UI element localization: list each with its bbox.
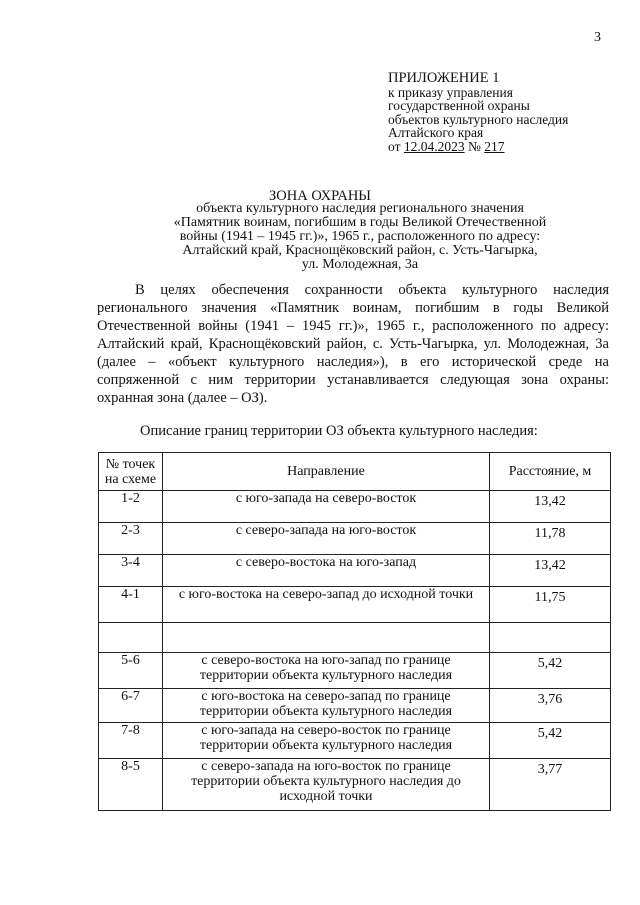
table-header-row bbox=[99, 453, 611, 491]
distance-value: 5,42 bbox=[537, 656, 563, 671]
table-row bbox=[99, 587, 611, 623]
distance-value: 3,76 bbox=[537, 692, 563, 707]
cell-direction bbox=[163, 623, 490, 653]
appendix-line: объектов культурного наследия bbox=[388, 111, 569, 127]
table-row bbox=[99, 555, 611, 587]
cell-direction: с юго-востока на северо-запад до исходной точки bbox=[163, 587, 490, 623]
number-prefix: № bbox=[464, 138, 485, 154]
header-direction: Направление bbox=[163, 453, 490, 491]
cell-distance bbox=[490, 523, 611, 555]
table-row bbox=[99, 653, 611, 689]
intro-paragraph: В целях обеспечения сохранности объекта культурного наследия регионального значения «Памятник воинам, погибшим в годы Великой Отечественной войны (1941 – 1945 гг.)», 1965 г., расположенного по адресу: Алтайский край, Краснощёковский район, с. Усть-Чагырка, ул. Молодежная, 3а (далее – «объект культурного наследия»), в его исторической среде на сопряженной с ним территории устанавливается следующая зона охраны: охранная зона (далее – ОЗ). bbox=[97, 282, 609, 406]
cell-num: 4-1 bbox=[99, 587, 163, 623]
cell-direction: с юго-запада на северо-восток по границе территории объекта культурного наследия bbox=[163, 723, 490, 759]
subtitle-line: Алтайский край, Краснощёковский район, с. Усть-Чагырка, bbox=[182, 243, 538, 258]
order-date: 12.04.2023 bbox=[403, 138, 465, 154]
appendix-line: Алтайского края bbox=[388, 125, 484, 140]
cell-distance bbox=[490, 555, 611, 587]
borders-table bbox=[98, 452, 611, 811]
appendix-block bbox=[388, 72, 628, 153]
cell-num: 6-7 bbox=[99, 689, 163, 723]
cell-num: 5-6 bbox=[99, 653, 163, 689]
appendix-line: государственной охраны bbox=[388, 98, 530, 113]
table-caption: Описание границ территории ОЗ объекта культурного наследия: bbox=[140, 423, 538, 439]
page-number: 3 bbox=[594, 30, 601, 45]
cell-direction: с северо-востока на юго-запад bbox=[163, 555, 490, 587]
subtitle-line: объекта культурного наследия регионального значения bbox=[196, 201, 524, 216]
appendix-date-line bbox=[388, 140, 628, 154]
table-row bbox=[99, 689, 611, 723]
cell-num: 2-3 bbox=[99, 523, 163, 555]
table-row bbox=[99, 523, 611, 555]
zone-title: ЗОНА ОХРАНЫ bbox=[269, 188, 371, 204]
cell-distance bbox=[490, 587, 611, 623]
subtitle-line: войны (1941 – 1945 гг.)», 1965 г., расположенного по адресу: bbox=[179, 229, 541, 244]
cell-direction: с юго-запада на северо-восток bbox=[163, 491, 490, 523]
cell-direction: с северо-запада на юго-восток по границе территории объекта культурного наследия до исходной точки bbox=[163, 759, 490, 811]
distance-value: 13,42 bbox=[534, 558, 566, 573]
appendix-title: ПРИЛОЖЕНИЕ 1 bbox=[388, 70, 500, 86]
header-num: № точек на схеме bbox=[99, 453, 163, 491]
subtitle-line: ул. Молодежная, 3а bbox=[301, 257, 419, 272]
cell-num: 3-4 bbox=[99, 555, 163, 587]
cell-distance bbox=[490, 653, 611, 689]
table-row bbox=[99, 759, 611, 811]
order-number: 217 bbox=[484, 138, 505, 154]
object-subtitle bbox=[130, 202, 590, 272]
cell-distance bbox=[490, 759, 611, 811]
cell-direction: с северо-востока на юго-запад по границе территории объекта культурного наследия bbox=[163, 653, 490, 689]
cell-num: 1-2 bbox=[99, 491, 163, 523]
table-row-empty bbox=[99, 623, 611, 653]
distance-value: 13,42 bbox=[534, 494, 566, 509]
cell-distance bbox=[490, 623, 611, 653]
distance-value: 3,77 bbox=[537, 762, 563, 777]
distance-value: 11,78 bbox=[534, 526, 566, 541]
table-row bbox=[99, 723, 611, 759]
appendix-line: к приказу управления bbox=[388, 84, 513, 100]
cell-distance bbox=[490, 491, 611, 523]
date-prefix: от bbox=[388, 138, 404, 154]
cell-direction: с юго-востока на северо-запад по границе территории объекта культурного наследия bbox=[163, 689, 490, 723]
cell-num bbox=[99, 623, 163, 653]
distance-value: 11,75 bbox=[534, 590, 566, 605]
distance-value: 5,42 bbox=[537, 726, 563, 741]
header-distance: Расстояние, м bbox=[490, 453, 611, 491]
subtitle-line: «Памятник воинам, погибшим в годы Великой Отечественной bbox=[173, 215, 547, 230]
cell-distance bbox=[490, 723, 611, 759]
cell-num: 8-5 bbox=[99, 759, 163, 811]
cell-num: 7-8 bbox=[99, 723, 163, 759]
table-row bbox=[99, 491, 611, 523]
cell-distance bbox=[490, 689, 611, 723]
cell-direction: с северо-запада на юго-восток bbox=[163, 523, 490, 555]
